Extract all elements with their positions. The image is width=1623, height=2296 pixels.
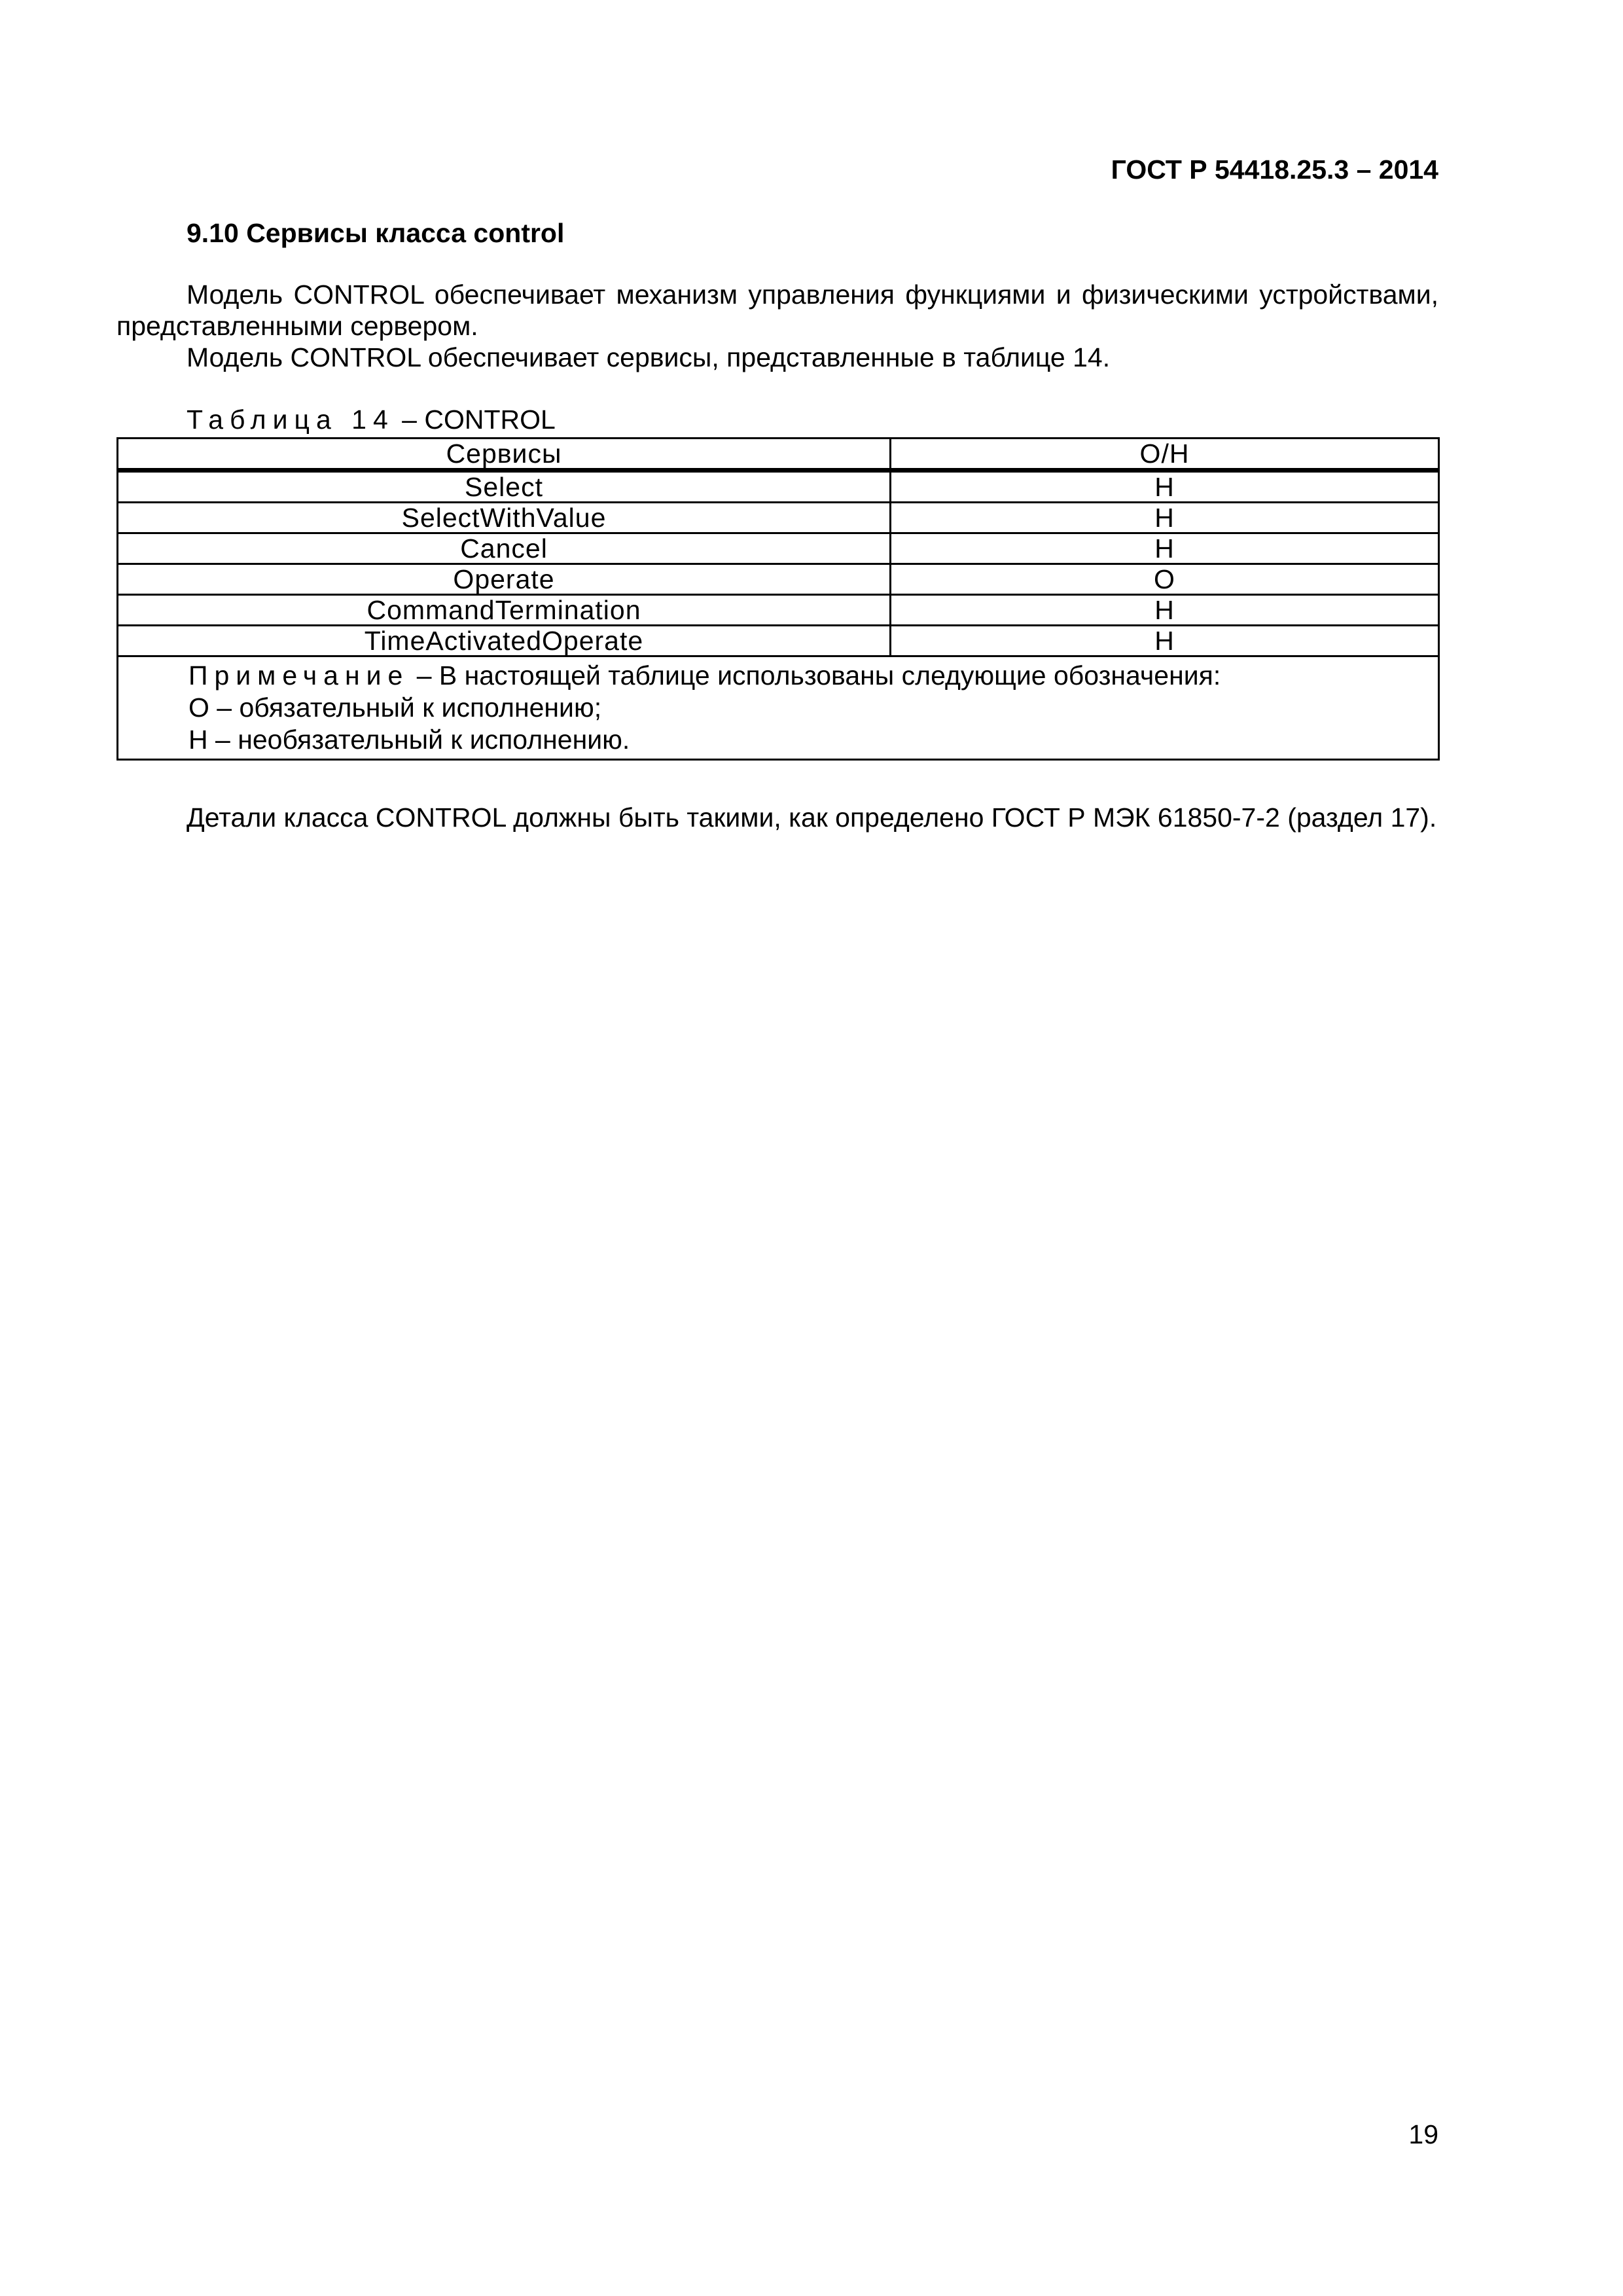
table-cell-mandatory: Н xyxy=(891,626,1439,656)
table-cell-service: Select xyxy=(118,471,891,503)
table-cell-service: TimeActivatedOperate xyxy=(118,626,891,656)
table-row xyxy=(118,626,1439,656)
table-cell-mandatory: Н xyxy=(891,503,1439,533)
table-cell-service: SelectWithValue xyxy=(118,503,891,533)
page-number: 19 xyxy=(1408,2119,1438,2149)
table-cell-mandatory: Н xyxy=(891,595,1439,626)
paragraph-control-services xyxy=(116,342,1438,373)
table-header-row xyxy=(118,439,1439,471)
paragraph-text: Модель CONTROL обеспечивает сервисы, представленные в таблице 14. xyxy=(187,342,1111,372)
table-note xyxy=(118,656,1439,760)
document-header: ГОСТ Р 54418.25.3 – 2014 xyxy=(1111,154,1438,185)
table-row xyxy=(118,533,1439,564)
table-note-text: – В настоящей таблице использованы следующие обозначения: xyxy=(416,660,1221,691)
control-services-table xyxy=(116,437,1440,761)
table-cell-mandatory: О xyxy=(891,564,1439,595)
section-title: 9.10 Сервисы класса control xyxy=(187,218,565,248)
table-note-row xyxy=(118,656,1439,760)
table-cell-service: Cancel xyxy=(118,533,891,564)
table-note-label: Примечание xyxy=(188,660,410,691)
table-caption-title: – CONTROL xyxy=(402,404,556,435)
paragraph-text: Модель CONTROL обеспечивает механизм управления функциями и физическими устройствами, представленными сервером. xyxy=(116,279,1438,341)
table-note-mandatory: О – обязательный к исполнению; xyxy=(188,692,602,723)
table-cell-mandatory: Н xyxy=(891,471,1439,503)
table-row xyxy=(118,595,1439,626)
table-cell-mandatory: Н xyxy=(891,533,1439,564)
paragraph-text: Детали класса CONTROL должны быть такими, как определено ГОСТ Р МЭК 61850-7-2 (раздел 17). xyxy=(187,802,1437,833)
table-cell-service: Operate xyxy=(118,564,891,595)
table-row xyxy=(118,503,1439,533)
table-row xyxy=(118,471,1439,503)
table-header-mandatory: О/Н xyxy=(891,439,1439,471)
table-cell-service: CommandTermination xyxy=(118,595,891,626)
table-note-line xyxy=(188,660,1438,692)
table-note-optional: Н – необязательный к исполнению. xyxy=(188,725,630,755)
table-row xyxy=(118,564,1439,595)
table-header-services: Сервисы xyxy=(118,439,891,471)
table-caption-label: Таблица 14 xyxy=(187,404,395,435)
paragraph-control-model xyxy=(116,279,1438,342)
paragraph-control-details xyxy=(116,802,1438,833)
table-caption xyxy=(187,404,556,435)
